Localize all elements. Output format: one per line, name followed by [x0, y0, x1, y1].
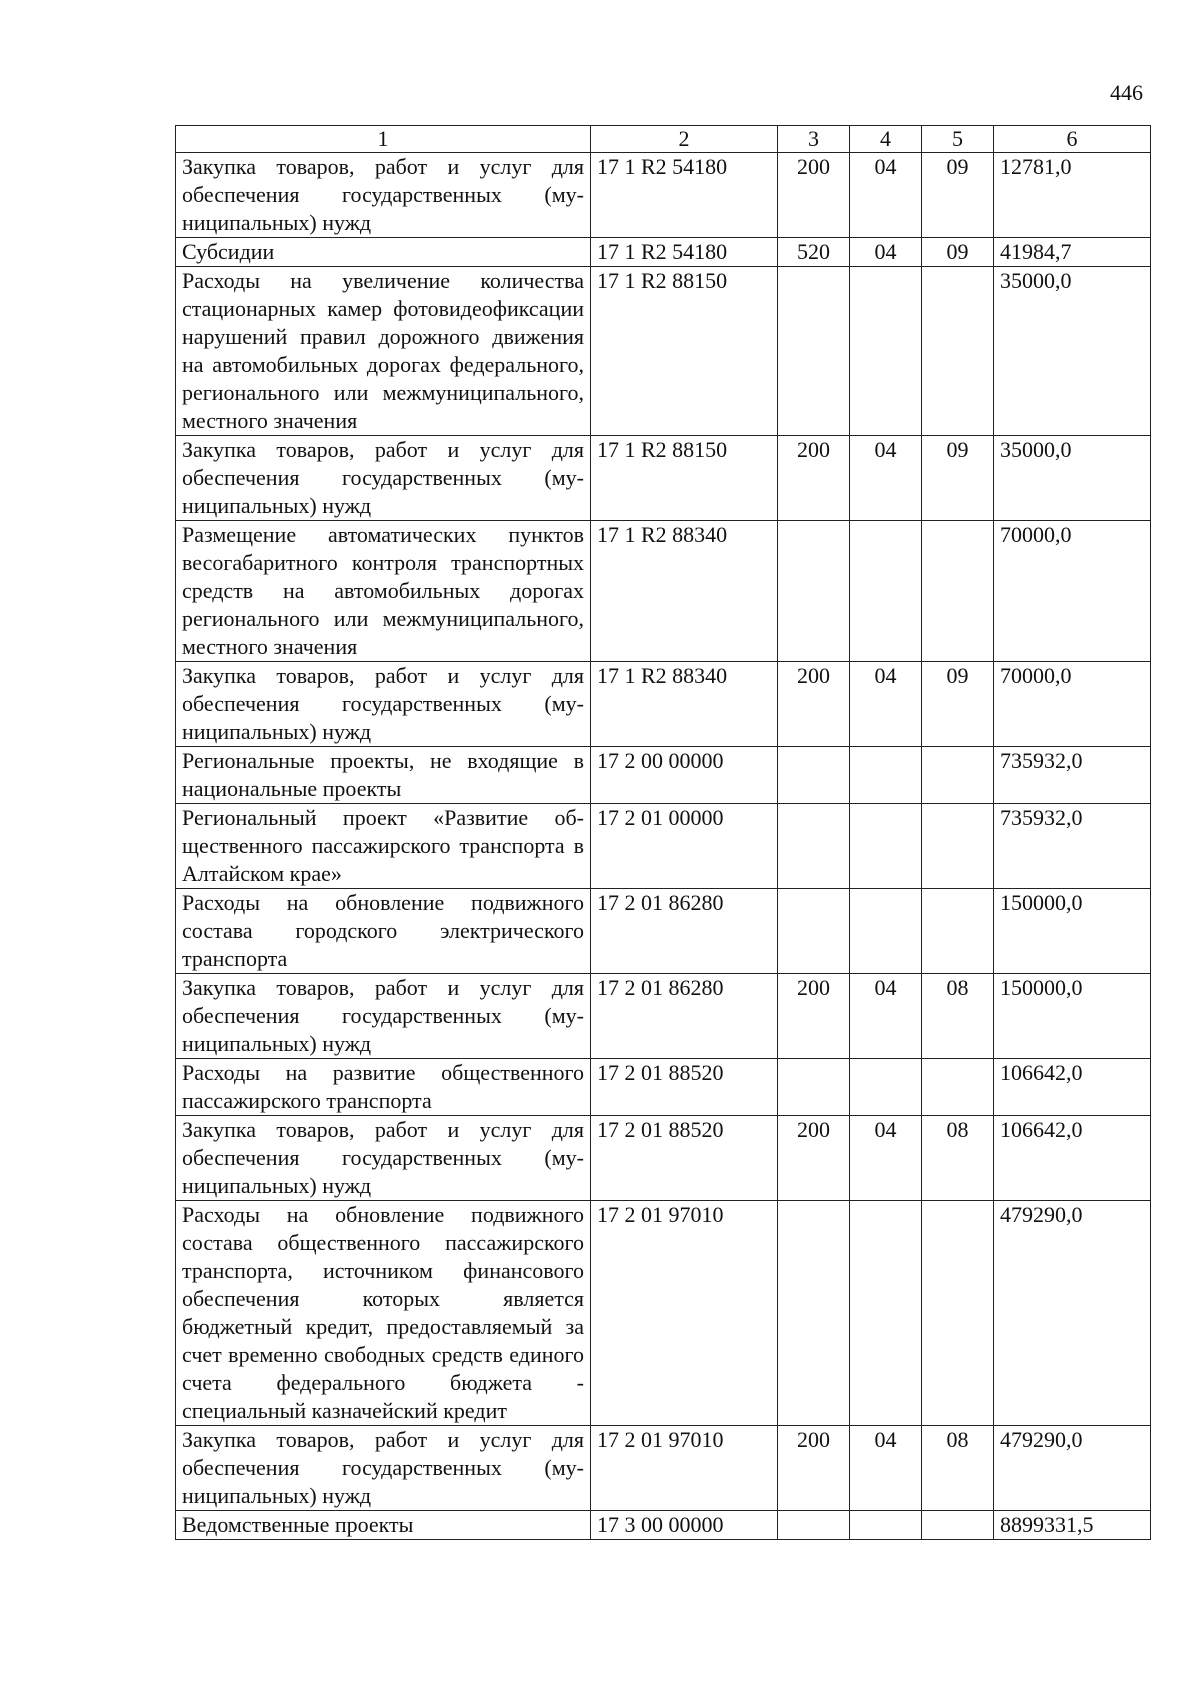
column-header-5: 5 [922, 126, 994, 153]
section-cell [850, 1059, 922, 1116]
amount-cell: 479290,0 [994, 1201, 1151, 1426]
expense-name-cell: Региональные проекты, не входящие в национальные проекты [176, 747, 591, 804]
expense-type-cell: 200 [778, 662, 850, 747]
target-code-cell: 17 1 R2 54180 [591, 238, 778, 267]
expense-type-cell [778, 521, 850, 662]
section-cell [850, 889, 922, 974]
table-row [176, 662, 1151, 747]
table-header-row [176, 126, 1151, 153]
section-cell: 04 [850, 1426, 922, 1511]
column-header-6: 6 [994, 126, 1151, 153]
table-row [176, 1511, 1151, 1540]
expense-name-cell: Расходы на развитие общественного пассажирского транспорта [176, 1059, 591, 1116]
amount-cell: 106642,0 [994, 1116, 1151, 1201]
amount-cell: 41984,7 [994, 238, 1151, 267]
section-cell [850, 521, 922, 662]
amount-cell: 479290,0 [994, 1426, 1151, 1511]
expense-type-cell [778, 267, 850, 436]
expense-type-cell [778, 889, 850, 974]
section-cell: 04 [850, 662, 922, 747]
subsection-cell: 08 [922, 1116, 994, 1201]
page-number: 446 [1110, 80, 1143, 105]
amount-cell: 70000,0 [994, 521, 1151, 662]
section-cell: 04 [850, 238, 922, 267]
expense-type-cell: 200 [778, 1426, 850, 1511]
target-code-cell: 17 2 01 88520 [591, 1059, 778, 1116]
amount-cell: 735932,0 [994, 747, 1151, 804]
expense-type-cell: 520 [778, 238, 850, 267]
subsection-cell: 09 [922, 436, 994, 521]
expense-name-cell: Закупка товаров, работ и услуг для обеспечения государственных (муниципальных) нужд [176, 436, 591, 521]
column-header-2: 2 [591, 126, 778, 153]
expense-name-cell: Региональный проект «Развитие общественного пассажирского транспорта в Алтайском крае» [176, 804, 591, 889]
table-row [176, 1201, 1151, 1426]
subsection-cell [922, 521, 994, 662]
target-code-cell: 17 1 R2 88150 [591, 436, 778, 521]
table-row [176, 804, 1151, 889]
table-row [176, 747, 1151, 804]
column-header-3: 3 [778, 126, 850, 153]
table-row [176, 974, 1151, 1059]
expense-name-cell: Размещение автоматических пунктов весогабаритного контроля транспортных средств на автомобильных дорогах регионального или межмуниципального, местного значения [176, 521, 591, 662]
expense-name-cell: Расходы на увеличение количества стационарных камер фотовидеофиксации нарушений правил дорожного движения на автомобильных дорогах федерального, регионального или межмуниципального, местного значения [176, 267, 591, 436]
expense-type-cell: 200 [778, 1116, 850, 1201]
expense-type-cell: 200 [778, 436, 850, 521]
section-cell [850, 804, 922, 889]
target-code-cell: 17 2 01 86280 [591, 889, 778, 974]
section-cell: 04 [850, 153, 922, 238]
expense-name-cell: Расходы на обновление подвижного состава общественного пассажирского транспорта, источником финансового обеспечения которых является бюджетный кредит, предоставляемый за счет временно свободных средств единого счета федерального бюджета - специальный казначейский кредит [176, 1201, 591, 1426]
subsection-cell: 09 [922, 238, 994, 267]
target-code-cell: 17 2 01 97010 [591, 1201, 778, 1426]
subsection-cell: 09 [922, 153, 994, 238]
table-row [176, 889, 1151, 974]
section-cell: 04 [850, 1116, 922, 1201]
subsection-cell [922, 267, 994, 436]
table-row [176, 436, 1151, 521]
expense-type-cell [778, 1511, 850, 1540]
expense-type-cell [778, 1059, 850, 1116]
section-cell [850, 1511, 922, 1540]
section-cell [850, 747, 922, 804]
target-code-cell: 17 3 00 00000 [591, 1511, 778, 1540]
table-row [176, 1116, 1151, 1201]
expense-type-cell [778, 747, 850, 804]
subsection-cell: 08 [922, 974, 994, 1059]
subsection-cell [922, 1059, 994, 1116]
expense-name-cell: Закупка товаров, работ и услуг для обеспечения государственных (муниципальных) нужд [176, 1426, 591, 1511]
expense-name-cell: Закупка товаров, работ и услуг для обеспечения государственных (муниципальных) нужд [176, 153, 591, 238]
budget-table [175, 125, 1151, 1540]
target-code-cell: 17 1 R2 88150 [591, 267, 778, 436]
expense-name-cell: Закупка товаров, работ и услуг для обеспечения государственных (муниципальных) нужд [176, 662, 591, 747]
target-code-cell: 17 2 01 88520 [591, 1116, 778, 1201]
column-header-4: 4 [850, 126, 922, 153]
table-row [176, 153, 1151, 238]
target-code-cell: 17 2 01 97010 [591, 1426, 778, 1511]
section-cell: 04 [850, 974, 922, 1059]
target-code-cell: 17 1 R2 54180 [591, 153, 778, 238]
amount-cell: 8899331,5 [994, 1511, 1151, 1540]
subsection-cell [922, 889, 994, 974]
table-row [176, 1426, 1151, 1511]
target-code-cell: 17 2 01 86280 [591, 974, 778, 1059]
table-row [176, 1059, 1151, 1116]
target-code-cell: 17 2 00 00000 [591, 747, 778, 804]
expense-name-cell: Расходы на обновление подвижного состава городского электрического транспорта [176, 889, 591, 974]
table-row [176, 267, 1151, 436]
subsection-cell [922, 804, 994, 889]
expense-name-cell: Закупка товаров, работ и услуг для обеспечения государственных (муниципальных) нужд [176, 1116, 591, 1201]
target-code-cell: 17 2 01 00000 [591, 804, 778, 889]
expense-name-cell: Ведомственные проекты [176, 1511, 591, 1540]
expense-name-cell: Закупка товаров, работ и услуг для обеспечения государственных (муниципальных) нужд [176, 974, 591, 1059]
expense-type-cell: 200 [778, 153, 850, 238]
table-body [176, 153, 1151, 1540]
amount-cell: 735932,0 [994, 804, 1151, 889]
amount-cell: 150000,0 [994, 889, 1151, 974]
expense-type-cell: 200 [778, 974, 850, 1059]
section-cell: 04 [850, 436, 922, 521]
subsection-cell [922, 1511, 994, 1540]
expense-name-cell: Субсидии [176, 238, 591, 267]
expense-type-cell [778, 1201, 850, 1426]
table-row [176, 238, 1151, 267]
expense-type-cell [778, 804, 850, 889]
section-cell [850, 1201, 922, 1426]
amount-cell: 70000,0 [994, 662, 1151, 747]
amount-cell: 35000,0 [994, 436, 1151, 521]
target-code-cell: 17 1 R2 88340 [591, 662, 778, 747]
subsection-cell: 08 [922, 1426, 994, 1511]
column-header-1: 1 [176, 126, 591, 153]
amount-cell: 150000,0 [994, 974, 1151, 1059]
subsection-cell: 09 [922, 662, 994, 747]
subsection-cell [922, 1201, 994, 1426]
amount-cell: 106642,0 [994, 1059, 1151, 1116]
section-cell [850, 267, 922, 436]
amount-cell: 35000,0 [994, 267, 1151, 436]
subsection-cell [922, 747, 994, 804]
target-code-cell: 17 1 R2 88340 [591, 521, 778, 662]
amount-cell: 12781,0 [994, 153, 1151, 238]
table-row [176, 521, 1151, 662]
